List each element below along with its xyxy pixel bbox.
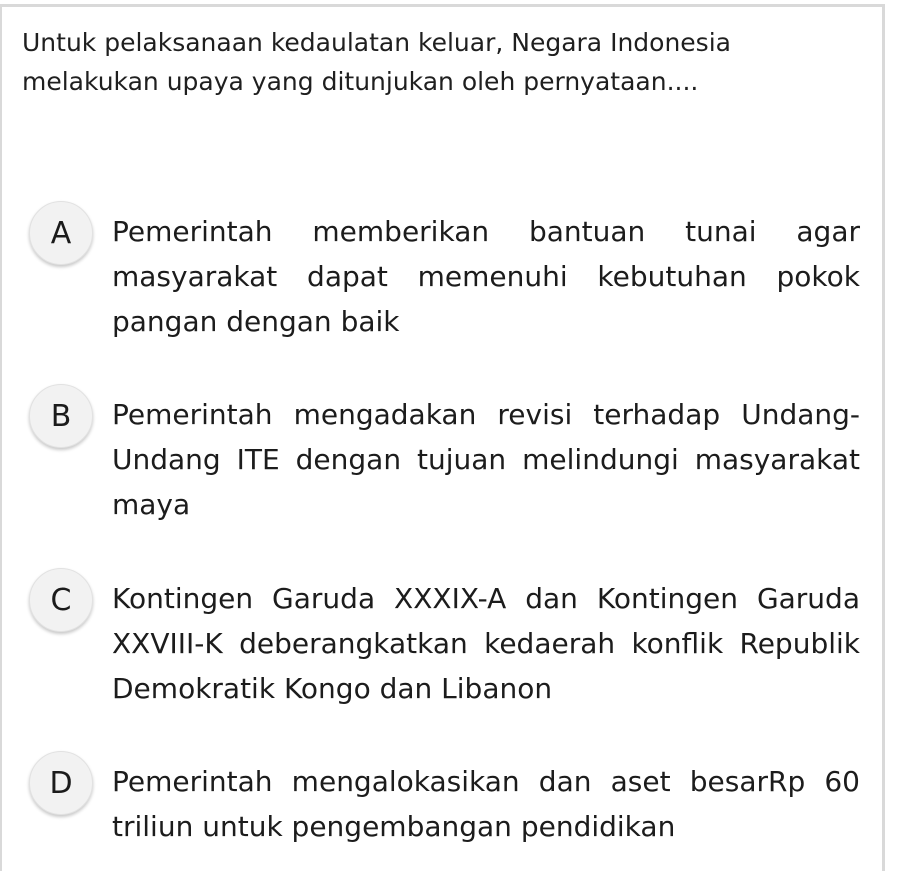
- option-a-letter[interactable]: A: [29, 201, 93, 265]
- option-d[interactable]: [2, 747, 882, 871]
- option-a[interactable]: [2, 197, 882, 337]
- option-b-text[interactable]: Pemerintah mengadakan revisi terhadap Undang-Undang ITE dengan tujuan melindungi masyarakat maya: [112, 398, 860, 521]
- option-a-text[interactable]: Pemerintah memberikan bantuan tunai agar masyarakat dapat memenuhi kebutuhan pokok pangan dengan baik: [112, 215, 860, 338]
- option-b-letter[interactable]: B: [29, 384, 93, 448]
- option-d-letter[interactable]: D: [29, 751, 93, 815]
- option-b[interactable]: [2, 380, 882, 520]
- option-c[interactable]: [2, 564, 882, 704]
- option-c-letter[interactable]: C: [29, 568, 93, 632]
- option-d-text[interactable]: Pemerintah mengalokasikan dan aset besarRp 60 triliun untuk pengembangan pendidikan: [112, 765, 860, 843]
- option-c-text[interactable]: Kontingen Garuda XXXIX-A dan Kontingen Garuda XXVIII-K deberangkatkan kedaerah konflik Republik Demokratik Kongo dan Libanon: [112, 582, 860, 705]
- question-text: Untuk pelaksanaan kedaulatan keluar, Negara Indonesia melakukan upaya yang ditunjukan oleh pernyataan....: [22, 28, 731, 96]
- question-card: [0, 4, 885, 871]
